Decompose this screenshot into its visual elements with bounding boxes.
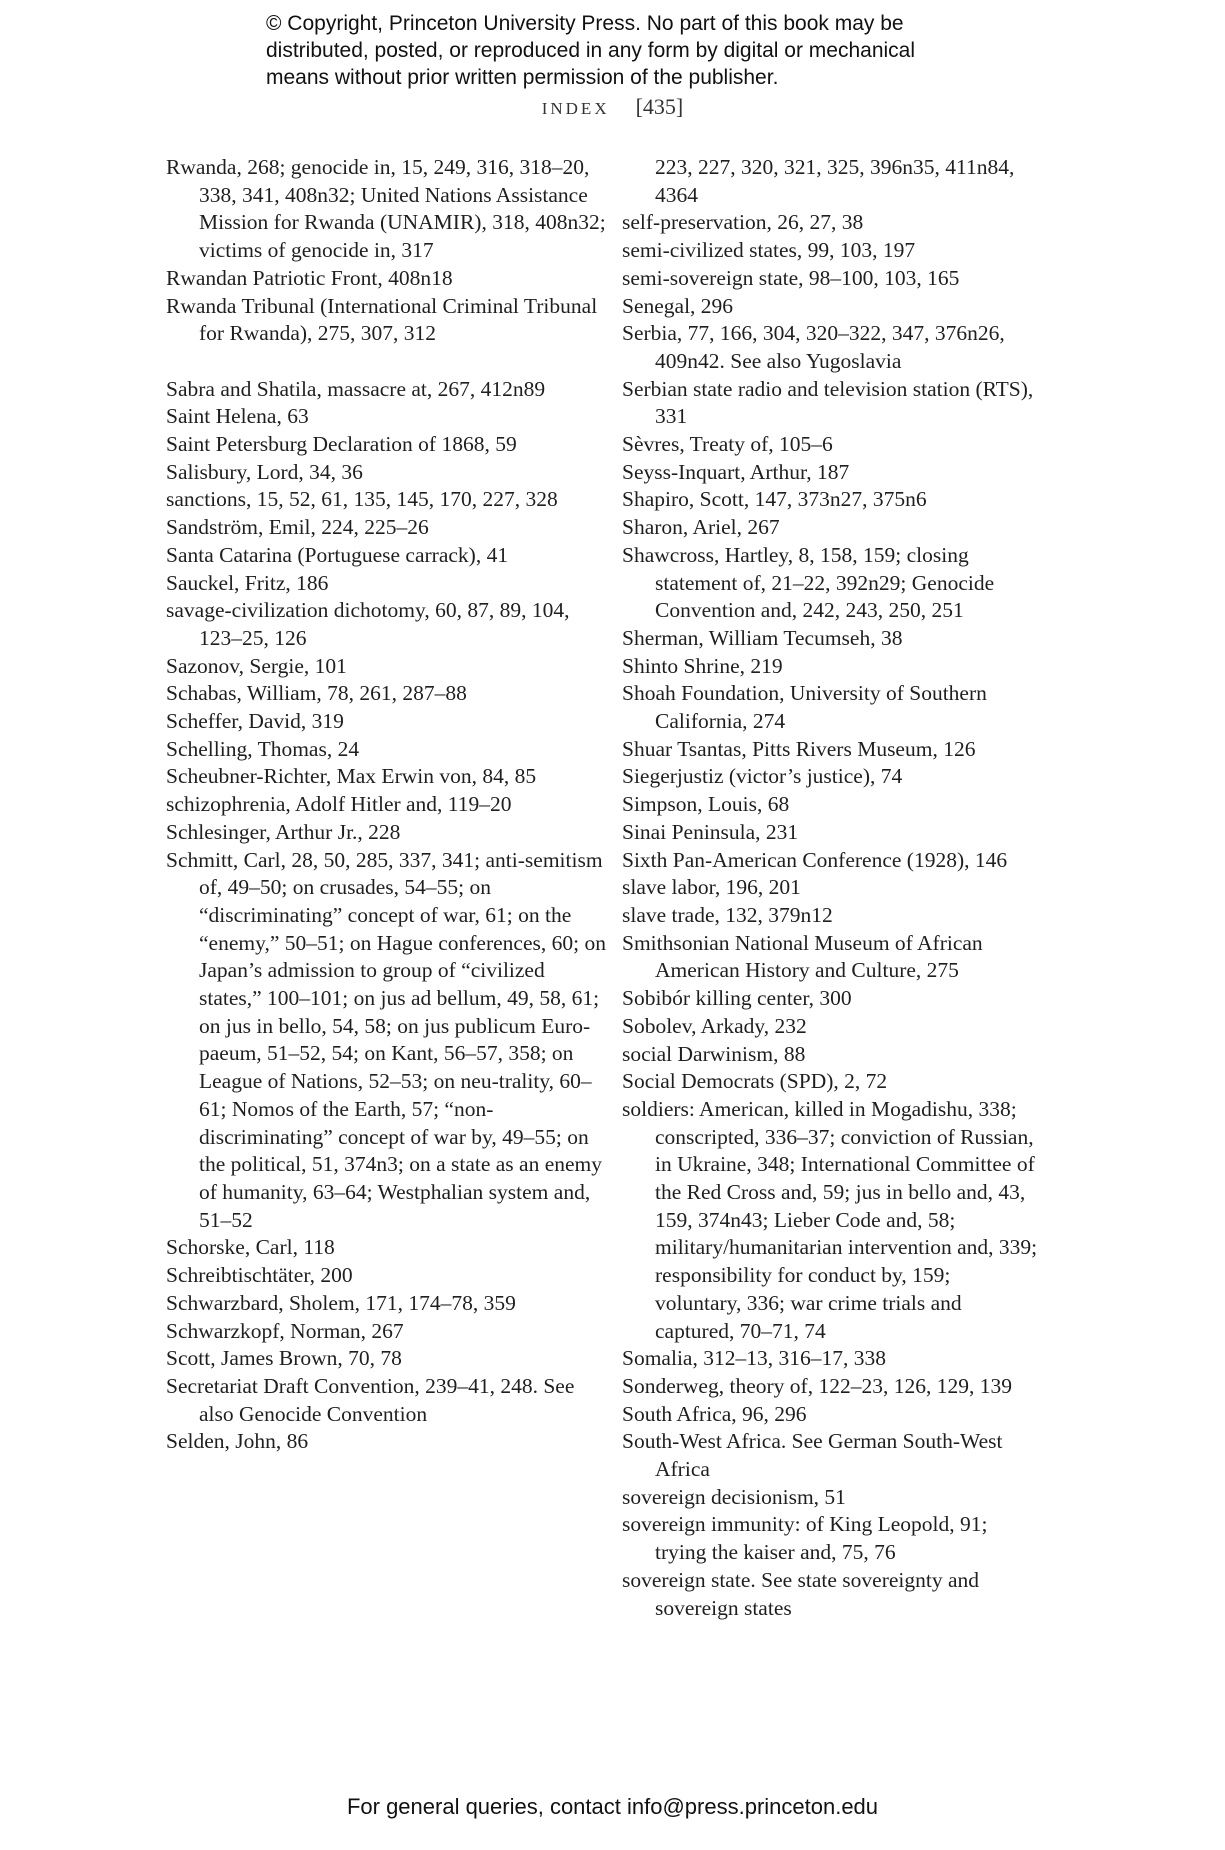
index-entry: Schreibtischtäter, 200	[166, 1263, 353, 1288]
index-entry: Sonderweg, theory of, 122–23, 126, 129, 139	[622, 1373, 1012, 1398]
letter-section-gap	[166, 348, 606, 376]
index-entry: Rwandan Patriotic Front, 408n18	[166, 265, 453, 290]
index-entry: Sobibór killing center, 300	[622, 986, 852, 1011]
index-entry: self-preservation, 26, 27, 38	[622, 210, 864, 235]
index-entry: Serbian state radio and television station (RTS), 331	[622, 376, 1034, 429]
index-entry: Schorske, Carl, 118	[166, 1235, 335, 1260]
index-entry: Secretariat Draft Convention, 239–41, 248. See also Genocide Convention	[166, 1373, 575, 1426]
index-entry: Scott, James Brown, 70, 78	[166, 1346, 402, 1371]
index-column-right	[622, 154, 1042, 1622]
index-entry: Siegerjustiz (victor’s justice), 74	[622, 764, 903, 789]
index-entry: sovereign immunity: of King Leopold, 91; trying the kaiser and, 75, 76	[622, 1512, 988, 1565]
index-entry: Seyss-Inquart, Arthur, 187	[622, 459, 850, 484]
index-entry: Sherman, William Tecumseh, 38	[622, 625, 903, 650]
index-entry: Shinto Shrine, 219	[622, 653, 783, 678]
index-column-left	[166, 154, 606, 1456]
page-number: [435]	[635, 94, 684, 119]
running-head	[0, 94, 1225, 120]
copyright-line: distributed, posted, or reproduced in any form by digital or mechanical	[266, 39, 916, 62]
index-entry: Sinai Peninsula, 231	[622, 819, 799, 844]
index-entry: semi-sovereign state, 98–100, 103, 165	[622, 265, 960, 290]
index-entry: Sèvres, Treaty of, 105–6	[622, 432, 833, 457]
index-entry: Selden, John, 86	[166, 1429, 309, 1454]
copyright-notice	[266, 10, 1026, 91]
index-entry: slave labor, 196, 201	[622, 875, 801, 900]
index-entry: Saint Petersburg Declaration of 1868, 59	[166, 432, 517, 457]
index-entry: Shapiro, Scott, 147, 373n27, 375n6	[622, 487, 927, 512]
index-entry: Sobolev, Arkady, 232	[622, 1013, 807, 1038]
index-entry: Schwarzkopf, Norman, 267	[166, 1318, 404, 1343]
index-entry: Schlesinger, Arthur Jr., 228	[166, 819, 401, 844]
index-entry: savage-civilization dichotomy, 60, 87, 89, 104, 123–25, 126	[166, 598, 570, 650]
index-entry: Rwanda Tribunal (International Criminal Tribunal for Rwanda), 275, 307, 312	[166, 293, 598, 346]
index-entry: Santa Catarina (Portuguese carrack), 41	[166, 542, 509, 567]
index-entry: Schwarzbard, Sholem, 171, 174–78, 359	[166, 1290, 516, 1315]
index-entry: Sharon, Ariel, 267	[622, 515, 780, 540]
index-entry: Somalia, 312–13, 316–17, 338	[622, 1346, 886, 1371]
index-entry: Rwanda, 268; genocide in, 15, 249, 316, 318–20, 338, 341, 408n32; United Nations Assistance Mission for Rwanda (UNAMIR), 318, 408n32; victims of genocide in, 317	[166, 155, 606, 263]
index-entry: Sauckel, Fritz, 186	[166, 570, 329, 595]
index-entry-continuation: 223, 227, 320, 321, 325, 396n35, 411n84, 4364	[655, 155, 1015, 207]
index-entry: Shoah Foundation, University of Southern California, 274	[622, 681, 987, 734]
index-entry: Scheubner-Richter, Max Erwin von, 84, 85	[166, 764, 537, 789]
index-entry: Senegal, 296	[622, 293, 734, 318]
index-entry: Sixth Pan-American Conference (1928), 146	[622, 847, 1008, 872]
index-entry: Sabra and Shatila, massacre at, 267, 412n89	[166, 376, 546, 401]
index-entry: South-West Africa. See German South-West Africa	[622, 1429, 1003, 1482]
copyright-line: © Copyright, Princeton University Press. No part of this book may be	[266, 12, 904, 35]
index-entry: Schelling, Thomas, 24	[166, 736, 360, 761]
index-entry: Social Democrats (SPD), 2, 72	[622, 1069, 888, 1094]
index-entry: Salisbury, Lord, 34, 36	[166, 459, 363, 484]
index-entry: Serbia, 77, 166, 304, 320–322, 347, 376n26, 409n42. See also Yugoslavia	[622, 321, 1005, 373]
index-entry: semi-civilized states, 99, 103, 197	[622, 238, 916, 263]
index-entry: Sazonov, Sergie, 101	[166, 653, 347, 678]
index-entry: sovereign state. See state sovereignty and sovereign states	[622, 1567, 980, 1620]
index-entry: Shawcross, Hartley, 8, 158, 159; closing statement of, 21–22, 392n29; Genocide Convention and, 242, 243, 250, 251	[622, 542, 995, 623]
index-entry: slave trade, 132, 379n12	[622, 902, 833, 927]
index-entry: Simpson, Louis, 68	[622, 792, 790, 817]
index-entry: schizophrenia, Adolf Hitler and, 119–20	[166, 792, 512, 817]
index-entry: Smithsonian National Museum of African American History and Culture, 275	[622, 930, 983, 983]
index-entry: Schabas, William, 78, 261, 287–88	[166, 681, 467, 706]
index-entry: Shuar Tsantas, Pitts Rivers Museum, 126	[622, 736, 976, 761]
index-entry: sovereign decisionism, 51	[622, 1484, 846, 1509]
index-entry: Saint Helena, 63	[166, 404, 309, 429]
index-entry: social Darwinism, 88	[622, 1041, 806, 1066]
copyright-line: means without prior written permission of the publisher.	[266, 66, 779, 89]
index-entry: South Africa, 96, 296	[622, 1401, 807, 1426]
index-entry: Schmitt, Carl, 28, 50, 285, 337, 341; anti-semitism of, 49–50; on crusades, 54–55; on “discriminating” concept of war, 61; on the “enemy,” 50–51; on Hague conferences, 60; on Japan’s admission to group of “civilized states,” 100–101; on jus ad bellum, 49, 58, 61; on jus in bello, 54, 58; on jus publicum Euro-paeum, 51–52, 54; on Kant, 56–57, 358; on League of Nations, 52–53; on neu-trality, 60–61; Nomos of the Earth, 57; “non-discriminating” concept of war by, 49–55; on the political, 51, 374n3; on a state as an enemy of humanity, 63–64; Westphalian system and, 51–52	[166, 847, 606, 1232]
index-entry: Sandström, Emil, 224, 225–26	[166, 515, 429, 540]
running-head-label: INDEX	[541, 99, 610, 118]
index-entry: soldiers: American, killed in Mogadishu, 338; conscripted, 336–37; conviction of Russian, in Ukraine, 348; International Committee of the Red Cross and, 59; jus in bello and, 43, 159, 374n43; Lieber Code and, 58; military/humanitarian intervention and, 339; responsibility for conduct by, 159; voluntary, 336; war crime trials and captured, 70–71, 74	[622, 1096, 1038, 1343]
index-entry: Scheffer, David, 319	[166, 709, 344, 734]
index-entry: sanctions, 15, 52, 61, 135, 145, 170, 227, 328	[166, 487, 558, 512]
footer-contact: For general queries, contact info@press.princeton.edu	[346, 1794, 879, 1819]
